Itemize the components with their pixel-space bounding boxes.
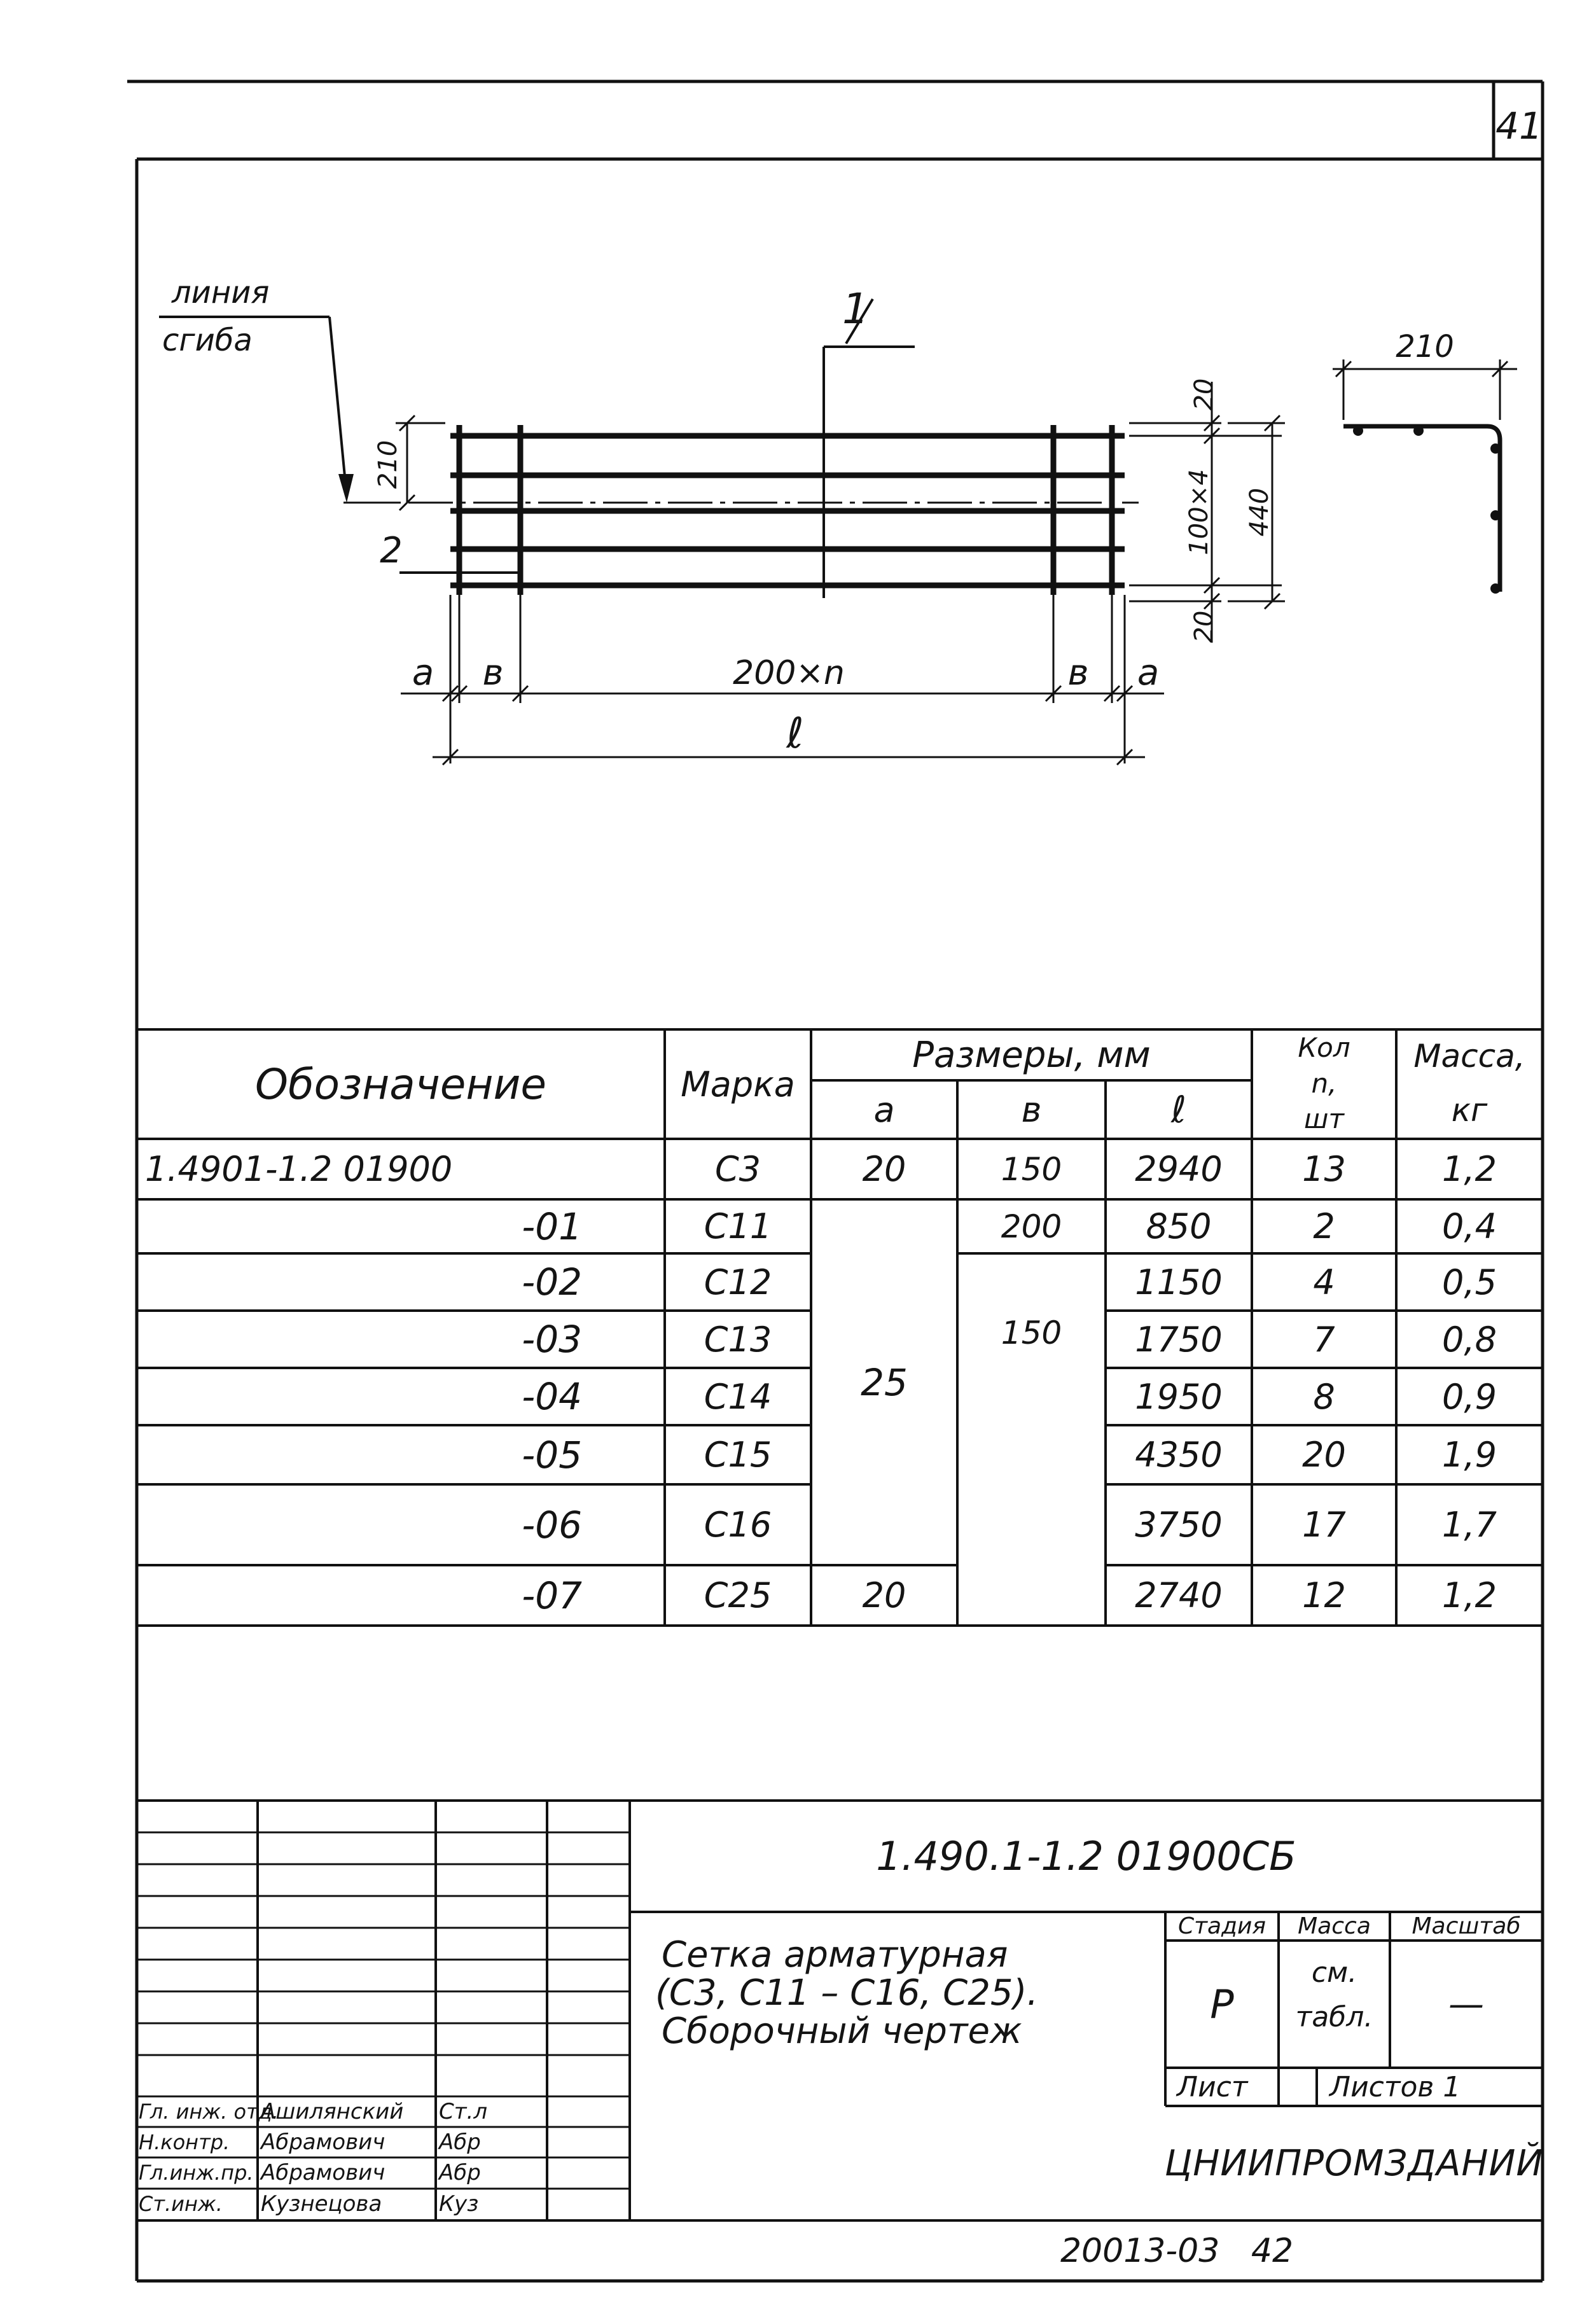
- row-designation: -03: [522, 1318, 582, 1361]
- cell-a-row8: 20: [862, 1575, 906, 1615]
- signature-name: Ашилянский: [261, 2099, 404, 2124]
- row-n: 12: [1302, 1575, 1346, 1615]
- row-n: 20: [1302, 1435, 1346, 1475]
- dim-20-top: 20: [1190, 378, 1219, 411]
- scale-label: Масштаб: [1412, 1913, 1521, 1939]
- dim-l: ℓ: [786, 709, 804, 758]
- signature-role: Гл.инж.пр.: [139, 2161, 254, 2185]
- row-n: 2: [1313, 1206, 1335, 1246]
- header-qty-2: n,: [1311, 1067, 1337, 1099]
- row-designation: -05: [522, 1433, 582, 1477]
- row-mass: 0,5: [1442, 1262, 1497, 1302]
- row-designation: -01: [522, 1204, 582, 1248]
- stage-label: Стадия: [1177, 1913, 1266, 1939]
- cell-b-row1: 150: [1001, 1150, 1062, 1188]
- dim-20-bottom: 20: [1190, 610, 1219, 643]
- row-l: 2940: [1135, 1149, 1223, 1189]
- bend-line-label-2: сгиба: [162, 323, 253, 358]
- cell-a-row1: 20: [862, 1149, 906, 1189]
- cell-a-merged: 25: [861, 1360, 908, 1404]
- header-l: ℓ: [1171, 1088, 1186, 1131]
- dim-b-left: в: [482, 652, 504, 693]
- row-n: 17: [1302, 1505, 1346, 1545]
- signature-sign: Абр: [439, 2160, 481, 2185]
- row-mark: С15: [704, 1435, 772, 1475]
- dim-210-section: 210: [1396, 329, 1454, 365]
- sheet-label: Лист: [1177, 2070, 1248, 2103]
- dim-210-left: 210: [373, 440, 403, 489]
- dim-b-right: в: [1067, 652, 1089, 693]
- sheets-label: Листов 1: [1329, 2070, 1461, 2103]
- title-line-3: Сборочный чертеж: [662, 2011, 1022, 2052]
- header-mark: Марка: [681, 1064, 795, 1105]
- stage-value: Р: [1210, 1981, 1234, 2028]
- bend-line-label-1: линия: [172, 275, 270, 310]
- row-designation: 1.4901-1.2 01900: [145, 1149, 453, 1189]
- signature-role: Гл. инж. отд.: [139, 2100, 279, 2124]
- organization-name: ЦНИИПРОМЗДАНИЙ: [1164, 2142, 1544, 2184]
- header-designation: Обозначение: [255, 1059, 546, 1109]
- row-l: 2740: [1135, 1575, 1223, 1615]
- row-designation: -04: [522, 1375, 582, 1418]
- row-mass: 1,7: [1442, 1505, 1497, 1545]
- signature-sign: Куз: [439, 2191, 479, 2217]
- document-code: 1.490.1-1.2 01900СБ: [876, 1833, 1296, 1879]
- header-dimensions: Размеры, мм: [912, 1034, 1151, 1076]
- row-mass: 1,2: [1442, 1149, 1497, 1189]
- row-mass: 1,9: [1442, 1435, 1497, 1475]
- row-l: 3750: [1135, 1505, 1223, 1545]
- scale-value: —: [1448, 1983, 1484, 2025]
- mass-label: Масса: [1298, 1913, 1371, 1939]
- row-mass: 0,8: [1442, 1319, 1497, 1360]
- row-l: 850: [1146, 1206, 1212, 1246]
- cell-b-row2: 200: [1001, 1208, 1062, 1245]
- row-mark: С11: [704, 1206, 772, 1246]
- signature-role: Ст.инж.: [139, 2192, 223, 2216]
- row-l: 4350: [1135, 1435, 1223, 1475]
- row-l: 1950: [1135, 1376, 1223, 1417]
- footer-code: 20013-03 42: [1060, 2231, 1294, 2270]
- signature-name: Кузнецова: [261, 2191, 382, 2217]
- header-qty-1: Кол: [1298, 1031, 1350, 1063]
- row-mass: 0,4: [1442, 1206, 1497, 1246]
- section-mark-1: 1: [842, 284, 869, 333]
- dim-a-left: а: [412, 652, 434, 693]
- row-mark: С3: [714, 1149, 761, 1189]
- row-mark: С25: [704, 1575, 772, 1615]
- cell-b-merged: 150: [1001, 1314, 1062, 1351]
- mass-value-2: табл.: [1295, 2000, 1373, 2033]
- row-mark: С12: [704, 1262, 772, 1302]
- row-designation: -07: [522, 1573, 582, 1617]
- row-l: 1150: [1135, 1262, 1223, 1302]
- row-n: 8: [1313, 1376, 1335, 1417]
- signature-name: Абрамович: [261, 2129, 385, 2155]
- dim-440: 440: [1245, 487, 1274, 537]
- header-mass-2: кг: [1451, 1092, 1488, 1129]
- title-line-2: (С3, С11 – С16, С25).: [655, 1972, 1039, 2014]
- row-n: 13: [1302, 1149, 1346, 1189]
- signature-name: Абрамович: [261, 2160, 385, 2185]
- header-b: в: [1021, 1089, 1042, 1130]
- row-n: 7: [1313, 1319, 1335, 1360]
- signature-sign: Ст.л: [439, 2099, 488, 2124]
- page-number: 41: [1495, 104, 1543, 148]
- row-designation: -02: [522, 1260, 582, 1304]
- dim-a-right: а: [1137, 652, 1160, 693]
- row-l: 1750: [1135, 1319, 1223, 1360]
- position-mark-2: 2: [380, 529, 403, 571]
- row-mass: 1,2: [1442, 1575, 1497, 1615]
- header-mass-1: Масса,: [1413, 1038, 1525, 1075]
- row-mark: С14: [704, 1376, 772, 1417]
- header-qty-3: шт: [1304, 1103, 1344, 1134]
- dim-100x4: 100×4: [1184, 469, 1214, 555]
- header-a: а: [873, 1089, 895, 1130]
- row-mark: С13: [704, 1319, 772, 1360]
- row-mass: 0,9: [1442, 1376, 1497, 1417]
- row-designation: -06: [522, 1503, 582, 1547]
- mass-value-1: см.: [1311, 1956, 1357, 1989]
- signature-role: Н.контр.: [139, 2130, 230, 2154]
- signature-sign: Абр: [439, 2129, 481, 2155]
- mesh-drawing: [159, 299, 1517, 765]
- title-line-1: Сетка арматурная: [662, 1934, 1008, 1976]
- row-n: 4: [1313, 1262, 1335, 1302]
- row-mark: С16: [704, 1505, 772, 1545]
- dim-200xn: 200×n: [733, 653, 845, 692]
